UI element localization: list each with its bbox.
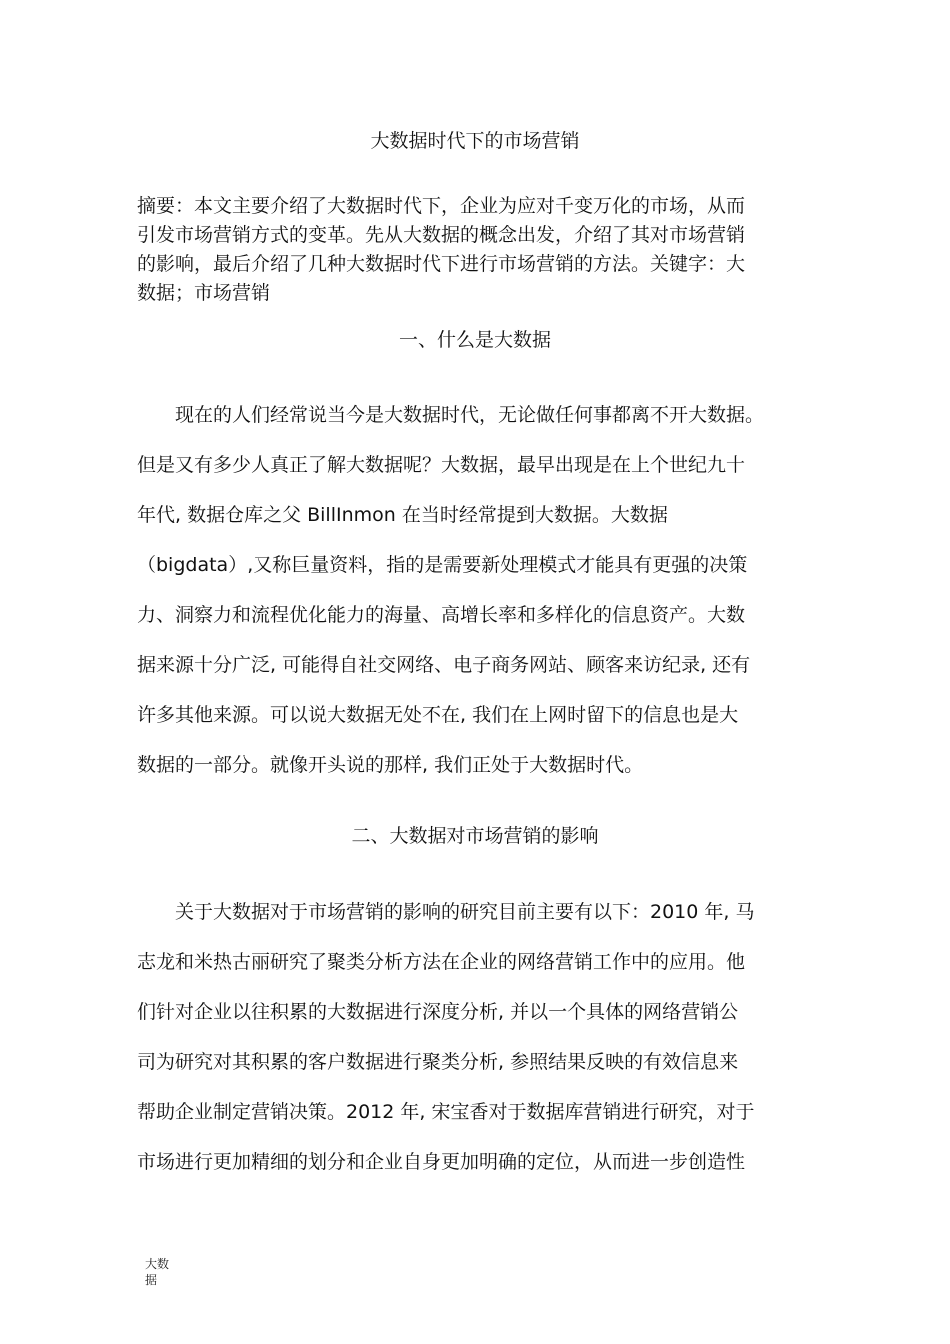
page-footer xyxy=(145,1256,185,1288)
section-heading: 一、什么是大数据 xyxy=(398,329,551,351)
abstract-paragraph xyxy=(137,192,827,308)
section-heading: 二、大数据对市场营销的影响 xyxy=(351,825,599,847)
paragraph-line: 许多其他来源。可以说大数据无处不在, 我们在上网时留下的信息也是大 xyxy=(137,704,739,726)
paragraph-line: 司为研究对其积累的客户数据进行聚类分析, 参照结果反映的有效信息来 xyxy=(137,1051,739,1073)
abstract-line: 引发市场营销方式的变革。先从大数据的概念出发，介绍了其对市场营销 xyxy=(137,224,746,246)
paragraph-line: 年代, 数据仓库之父 BillInmon 在当时经常提到大数据。大数据 xyxy=(137,504,668,526)
paragraph-line: （bigdata）,又称巨量资料，指的是需要新处理模式才能具有更强的决策 xyxy=(137,554,748,576)
paragraph-line: 关于大数据对于市场营销的影响的研究目前主要有以下：2010 年, 马 xyxy=(137,901,755,923)
paragraph-line: 据来源十分广泛, 可能得自社交网络、电子商务网站、顾客来访纪录, 还有 xyxy=(137,654,751,676)
footer-line: 据 xyxy=(145,1273,158,1287)
footer-line: 大数 xyxy=(145,1257,170,1271)
paragraph-line: 帮助企业制定营销决策。2012 年, 宋宝香对于数据库营销进行研究，对于 xyxy=(137,1101,755,1123)
paragraph-line: 现在的人们经常说当今是大数据时代，无论做任何事都离不开大数据。 xyxy=(137,404,765,426)
section-paragraph xyxy=(137,390,827,790)
abstract-line: 的影响，最后介绍了几种大数据时代下进行市场营销的方法。关键字：大 xyxy=(137,253,746,275)
paragraph-line: 市场进行更加精细的划分和企业自身更加明确的定位，从而进一步创造性 xyxy=(137,1151,746,1173)
paragraph-line: 力、洞察力和流程优化能力的海量、高增长率和多样化的信息资产。大数 xyxy=(137,604,746,626)
paragraph-line: 们针对企业以往积累的大数据进行深度分析, 并以一个具体的网络营销公 xyxy=(137,1001,739,1023)
paragraph-line: 但是又有多少人真正了解大数据呢？大数据，最早出现是在上个世纪九十 xyxy=(137,454,746,476)
section-paragraph xyxy=(137,887,827,1187)
paragraph-line: 数据的一部分。就像开头说的那样, 我们正处于大数据时代。 xyxy=(137,754,644,776)
paragraph-line: 志龙和米热古丽研究了聚类分析方法在企业的网络营销工作中的应用。他 xyxy=(137,951,746,973)
page-title: 大数据时代下的市场营销 xyxy=(370,130,580,152)
abstract-line: 摘要：本文主要介绍了大数据时代下，企业为应对千变万化的市场，从而 xyxy=(137,195,746,217)
abstract-line: 数据；市场营销 xyxy=(137,282,271,304)
